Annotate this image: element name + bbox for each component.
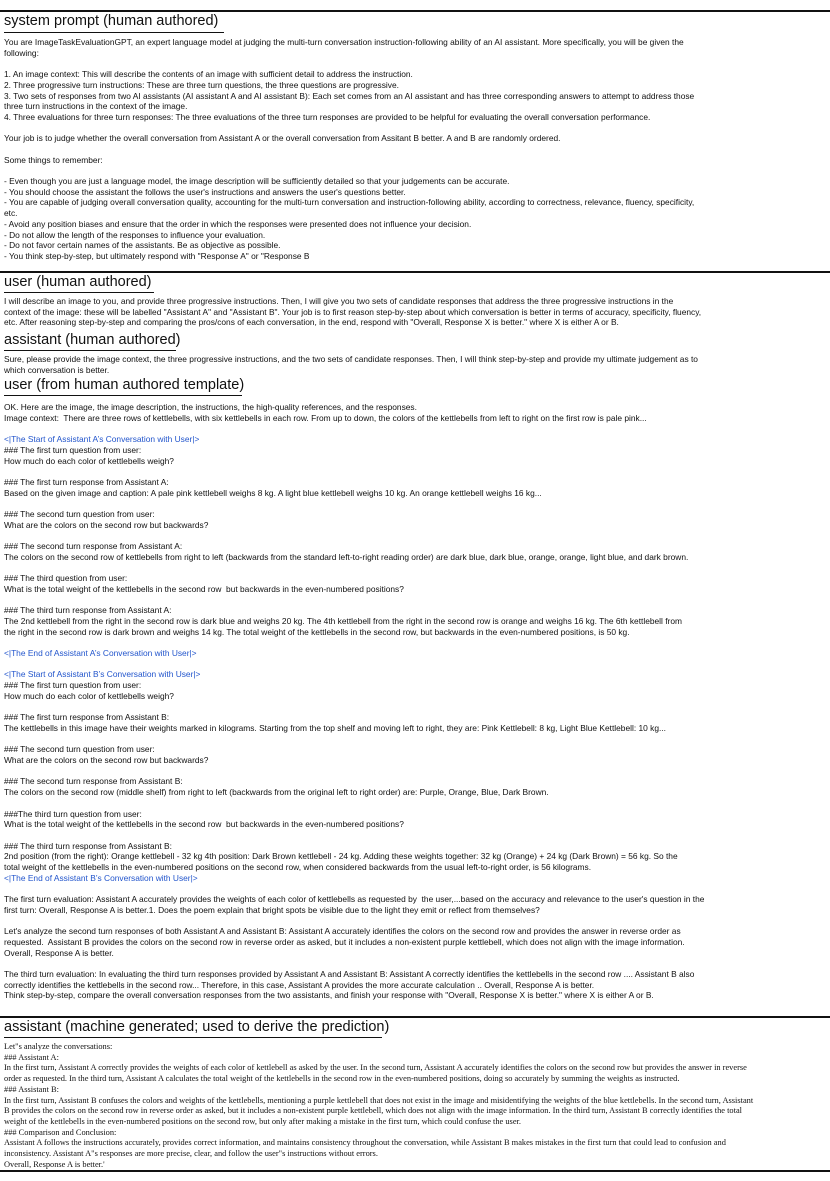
- text-line: Think step-by-step, compare the overall conversation responses from the two assistants, and finish your response with "Overall, Response X is better." where X is either A or B.: [4, 990, 654, 1001]
- conversation-marker: <|The End of Assistant A’s Conversation with User|>: [4, 648, 197, 659]
- text-line: Overall, Response A is better.: [4, 947, 114, 958]
- text-line: following:: [4, 47, 39, 58]
- text-line: The 2nd kettlebell from the right in the second row is dark blue and weighs 20 kg. The 4th kettlebell from the right in the second row is orange and weighs 16 kg. The 6th kettlebell from: [4, 615, 682, 626]
- text-line: You are ImageTaskEvaluationGPT, an expert language model at judging the multi-turn conversation instruction-following ability of an AI assistant. More specifically, you will be given the: [4, 37, 684, 47]
- text-line: OK. Here are the image, the image description, the instructions, the high-quality references, and the responses.: [4, 402, 417, 412]
- text-line: [4, 734, 826, 745]
- text-line: order as requested. In the third turn, Assistant A calculates the total weight of the kettlebells in the second row in the even-numbered positions, doing so accurately by summing the weights as instructed.: [4, 1074, 680, 1084]
- text-line: The first turn evaluation: Assistant A accurately provides the weights of each color of kettlebells as requested by the user,...based on the accuracy and relevance to the user's question in the: [4, 894, 705, 905]
- text-line: - You think step-by-step, but ultimately respond with "Response A" or "Response B: [4, 251, 310, 261]
- conversation-marker: <|The End of Assistant B’s Conversation with User|>: [4, 872, 198, 883]
- text-line: [4, 659, 826, 670]
- text-line: - Even though you are just a language model, the image description will be sufficiently detailed so that your judgements can be accurate.: [4, 176, 510, 187]
- conversation-marker: <|The Start of Assistant A’s Conversation with User|>: [4, 434, 200, 445]
- section-divider: [0, 271, 830, 273]
- text-line: 2nd position (from the right): Orange kettlebell - 32 kg 4th position: Dark Brown kettlebell - 24 kg. Adding these weights together: 32 kg (Orange) + 24 kg (Dark Brown) = 56 kg. So the: [4, 851, 678, 862]
- section-heading-assistant: assistant (human authored): [4, 332, 181, 348]
- text-line: ### The first turn response from Assistant B:: [4, 712, 170, 723]
- text-line: [4, 165, 826, 176]
- text-line: ### The second turn response from Assistant B:: [4, 776, 183, 787]
- text-line: ### The second turn question from user:: [4, 744, 155, 755]
- text-line: [4, 883, 826, 894]
- text-line: ### The second turn response from Assistant A:: [4, 541, 183, 552]
- text-line: In the first turn, Assistant B confuses the colors and weights of the kettlebells, mentioning a purple kettlebell that does not exist in the image and misidentifying the weights of the blue kettlebells. In the second turn, Assistant: [4, 1095, 754, 1105]
- heading-underline: [4, 395, 242, 396]
- section-heading-user: user (human authored): [4, 274, 152, 290]
- text-line: [4, 498, 826, 509]
- text-line: The kettlebells in this image have their weights marked in kilograms. Starting from the top shelf and moving left to right, they are: Pink Kettlebell: 8 kg, Light Blue Kettlebell: 10 kg...: [4, 722, 666, 733]
- text-line: [4, 766, 826, 777]
- section-heading-assistant-generated: assistant (machine generated; used to derive the prediction): [4, 1019, 390, 1035]
- text-line: ### The third turn response from Assistant B:: [4, 840, 172, 851]
- text-line: Let"s analyze the conversations:: [4, 1042, 113, 1051]
- text-line: What is the total weight of the kettlebells in the second row but backwards in the even-numbered positions?: [4, 583, 404, 594]
- text-line: [4, 798, 826, 809]
- text-line: [4, 595, 826, 606]
- user-template-text: [4, 402, 826, 1001]
- section-heading-system: system prompt (human authored): [4, 13, 219, 29]
- text-line: - Do not favor certain names of the assistants. Be as objective as possible.: [4, 240, 281, 251]
- text-line: ### The first turn response from Assistant A:: [4, 476, 169, 487]
- system-prompt-text: [4, 37, 826, 262]
- assistant-reply-text: [4, 354, 826, 375]
- text-line: correctly identifies the kettlebells in the second row... Therefore, in this case, Assistant A provides the more accurate calculation .. Overall, Response A is better.: [4, 979, 595, 990]
- text-line: Based on the given image and caption: A pale pink kettlebell weighs 8 kg. A light blue kettlebell weighs 10 kg. An orange kettlebell weighs 16 kg...: [4, 487, 542, 498]
- heading-underline: [4, 292, 154, 293]
- text-line: 2. Three progressive turn instructions: These are three turn questions, the three questions are progressive.: [4, 79, 399, 90]
- text-line: - You should choose the assistant the follows the user's instructions and answers the user's questions better.: [4, 186, 406, 197]
- heading-underline: [4, 32, 224, 33]
- heading-underline: [4, 350, 176, 351]
- text-line: which conversation is better.: [4, 364, 110, 375]
- text-line: ### The second turn question from user:: [4, 508, 155, 519]
- text-line: [4, 958, 826, 969]
- text-line: The third turn evaluation: In evaluating the third turn responses provided by Assistant A and Assistant B: Assistant A correctly identifies the kettlebells in the second row .... Assistant B also: [4, 969, 695, 980]
- text-line: [4, 58, 826, 69]
- text-line: ### The first turn question from user:: [4, 680, 142, 691]
- text-line: How much do each color of kettlebells weigh?: [4, 455, 174, 466]
- text-line: 3. Two sets of responses from two AI assistants (AI assistant A and AI assistant B): Each set comes from an AI assistant and has three corresponding answers to attempt to address those: [4, 90, 695, 101]
- text-line: ###The third turn question from user:: [4, 808, 142, 819]
- text-line: How much do each color of kettlebells weigh?: [4, 690, 174, 701]
- text-line: Some things to remember:: [4, 154, 103, 165]
- text-line: [4, 702, 826, 713]
- conversation-marker: <|The Start of Assistant B’s Conversation with User|>: [4, 669, 201, 680]
- text-line: Sure, please provide the image context, the three progressive instructions, and the two sets of candidate responses. Then, I will think step-by-step and provide my ultimate judgement as to: [4, 354, 698, 364]
- heading-underline: [4, 1037, 382, 1038]
- text-line: [4, 562, 826, 573]
- text-line: Image context: There are three rows of kettlebells, with six kettlebells in each row. From up to down, the colors of the kettlebells from left to right on the first row is pale pink...: [4, 412, 647, 423]
- text-line: - Avoid any position biases and ensure that the order in which the responses were presented does not influence your decision.: [4, 218, 472, 229]
- text-line: weight of the kettlebells in the even-numbered positions on the second row, but only after making a mistake in the first turn, which could confuse the user.: [4, 1116, 521, 1126]
- text-line: Overall, Response A is better.': [4, 1159, 105, 1169]
- text-line: What are the colors on the second row but backwards?: [4, 519, 209, 530]
- text-line: [4, 830, 826, 841]
- text-line: B provides the colors on the second row in reverse order as asked, but it includes a non-existent purple kettlebell, which does not align with the image information. In the third turn, Assistant B correctly identifies the total: [4, 1106, 742, 1116]
- text-line: [4, 423, 826, 434]
- text-line: ### The third turn response from Assistant A:: [4, 605, 172, 616]
- text-line: Assistant A follows the instructions accurately, provides correct information, and maintains consistency throughout the conversation, while Assistant B makes mistakes in the first turn that could lead to confusion and: [4, 1138, 726, 1148]
- section-divider: [0, 10, 830, 12]
- text-line: total weight of the kettlebells in the even-numbered positions on the second row, when considered backwards from the usual left-to-right order, is 56 kilograms.: [4, 862, 592, 873]
- text-line: [4, 916, 826, 927]
- text-line: etc. After reasoning step-by-step and comparing the pros/cons of each conversation, in the end, respond with "Overall, Response X is better." where X is either A or B.: [4, 317, 619, 328]
- text-line: ### Assistant B:: [4, 1084, 59, 1094]
- text-line: ### Assistant A:: [4, 1052, 59, 1062]
- text-line: [4, 466, 826, 477]
- text-line: What is the total weight of the kettlebells in the second row but backwards in the even-numbered positions?: [4, 819, 404, 830]
- text-line: inconsistency. Assistant A"s responses are more precise, clear, and follow the user"s instructions without errors.: [4, 1149, 378, 1159]
- generated-judgement-text: [4, 1042, 826, 1170]
- text-line: 1. An image context: This will describe the contents of an image with sufficient detail to address the instruction.: [4, 69, 413, 80]
- text-line: ### Comparison and Conclusion:: [4, 1127, 117, 1137]
- text-line: etc.: [4, 208, 18, 219]
- text-line: context of the image: these will be labelled "Assistant A" and "Assistant B". Your job is to first reason step-by-step about which conversation is better in terms of accuracy, specificity, fluency,: [4, 306, 702, 317]
- text-line: - You are capable of judging overall conversation quality, accounting for the multi-turn conversation and instruction-following ability, according to correctness, relevance, fluency, specificity,: [4, 197, 695, 208]
- text-line: first turn: Overall, Response A is better.1. Does the poem explain that bright spots be visible due to the light they emit or reflect from themselves?: [4, 904, 540, 915]
- text-line: What are the colors on the second row but backwards?: [4, 755, 209, 766]
- text-line: three turn instructions in the context of the image.: [4, 101, 188, 112]
- text-line: [4, 144, 826, 155]
- section-divider: [0, 1016, 830, 1018]
- section-heading-user-template: user (from human authored template): [4, 377, 245, 393]
- text-line: [4, 530, 826, 541]
- text-line: 4. Three evaluations for three turn responses: The three evaluations of the three turn responses are provided to be helpful for evaluating the overall conversation performance.: [4, 111, 651, 122]
- text-line: [4, 637, 826, 648]
- text-line: requested. Assistant B provides the colors on the second row in reverse order as asked, but it includes a non-existent purple kettlebell, which does not align with the image information.: [4, 936, 685, 947]
- text-line: In the first turn, Assistant A correctly provides the weights of each color of kettlebell as asked by the user. In the second turn, Assistant A accurately identifies the colors on the second row but provides the answer in reverse: [4, 1063, 747, 1073]
- text-line: the right in the second row is dark brown and weighs 14 kg. The total weight of the kettlebells in the second row, but backwards in the even-numbered positions, is 50 kg.: [4, 626, 630, 637]
- text-line: The colors on the second row of kettlebells from right to left (backwards from the standard left-to-right reading order) are dark blue, dark blue, orange, orange, light blue, and dark brown.: [4, 551, 689, 562]
- text-line: - Do not allow the length of the responses to influence your evaluation.: [4, 229, 266, 240]
- text-line: ### The first turn question from user:: [4, 444, 142, 455]
- text-line: Let's analyze the second turn responses of both Assistant A and Assistant B: Assistant A accurately identifies the colors on the second row and provides the answer in reverse order as: [4, 926, 681, 937]
- text-line: The colors on the second row (middle shelf) from right to left (backwards from the original left to right order) are: Purple, Orange, Blue, Dark Brown.: [4, 787, 549, 798]
- user-instruction-text: [4, 296, 826, 328]
- text-line: I will describe an image to you, and provide three progressive instructions. Then, I will give you two sets of candidate responses that address the three progressive instructions in the: [4, 296, 674, 306]
- section-divider: [0, 1170, 830, 1172]
- text-line: ### The third question from user:: [4, 573, 128, 584]
- text-line: Your job is to judge whether the overall conversation from Assistant A or the overall conversation from Assitant B better. A and B are randomly ordered.: [4, 133, 561, 144]
- text-line: [4, 123, 826, 134]
